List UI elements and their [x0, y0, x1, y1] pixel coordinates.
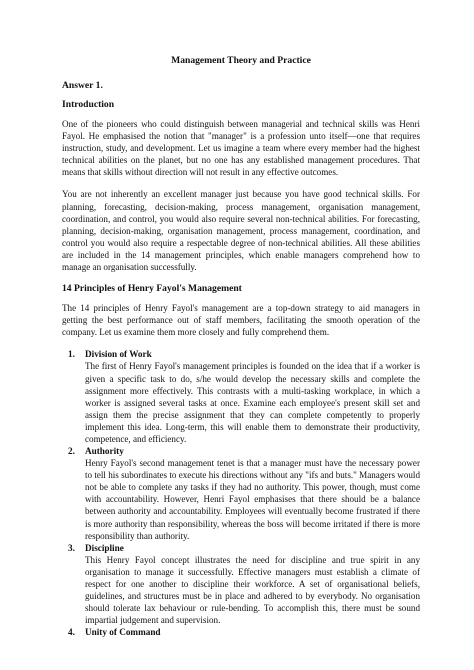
answer-label: Answer 1. [62, 80, 103, 91]
principle-number: 2. [68, 446, 75, 457]
intro-paragraph-1: One of the pioneers who could distinguish between managerial and technical skills was Henri Fayol. He emphasised the notion that "manager" is a profession unto itself—one that requires instruction, study, and development. Let us imagine a team where every member had the highest technical abilities on the planet, but no one has any established management procedures. That means that skills without direction will not result in any effective outcomes. [62, 119, 420, 178]
principle-item [62, 626, 420, 638]
principles-intro: The 14 principles of Henry Fayol's management are a top-down strategy to aid managers in getting the best performance out of staff members, facilitating the smooth operation of the company. Let us examine them more closely and fully comprehend them. [62, 303, 420, 338]
document-content [62, 55, 420, 638]
principle-title: Authority [85, 446, 124, 457]
principles-list [62, 348, 420, 638]
principle-number: 1. [68, 349, 75, 360]
principle-number: 3. [68, 542, 75, 553]
principle-title: Division of Work [85, 349, 152, 360]
principle-body: The first of Henry Fayol's management principles is founded on the idea that if a worker is given a specific task to do, s/he would develop the necessary skills and complete the assignment more effectively. This contrasts with a multi-tasking workplace, in which a worker is assigned several tasks at once. Examine each employee's present skill set and assign them the precise assignment that they can complete competently to properly implement this idea. Long-term, this will enable them to demonstrate their productivity, competence, and efficiency. [85, 361, 420, 444]
principle-body: This Henry Fayol concept illustrates the need for discipline and true spirit in any organisation to manage it successfully. Effective managers must establish a climate of respect for one another to discipline their workforce. A set of organisational beliefs, guidelines, and structures must be in place and adhered to by everybody. No organisation should tolerate lax behaviour or rule-bending. To accomplish this, there must be sound impartial judgement and supervision. [85, 554, 420, 626]
principle-body: Henry Fayol's second management tenet is that a manager must have the necessary power to tell his subordinates to execute his directions without any "ifs and buts." Managers would not be able to complete any tasks if they had no authority. This power, though, must come with accountability. However, Henri Fayol emphasises that there should be a balance between authority and accountability. Employees will eventually become frustrated if there is more authority than responsibility, whereas the boss will become irritated if there is more responsibility than authority. [85, 458, 420, 541]
principle-title: Unity of Command [85, 627, 161, 638]
principle-title: Discipline [85, 542, 124, 553]
intro-paragraph-2: You are not inherently an excellent manager just because you have good technical skills. For planning, forecasting, decision-making, process management, organisation management, coordination, and control, you would also require several non-technical abilities. For forecasting, planning, decision-making, organisation management, process management, coordination, and control you would also require a respectable degree of non-technical abilities. All these abilities are included in the 14 management principles, which enable managers comprehend how to manage an organisation successfully. [62, 189, 420, 273]
intro-heading: Introduction [62, 99, 115, 110]
principle-item [62, 445, 420, 542]
document-title: Management Theory and Practice [171, 55, 311, 66]
principle-number: 4. [68, 627, 75, 638]
principles-heading: 14 Principles of Henry Fayol's Management [62, 283, 242, 295]
principle-item [62, 542, 420, 627]
principle-item [62, 348, 420, 445]
